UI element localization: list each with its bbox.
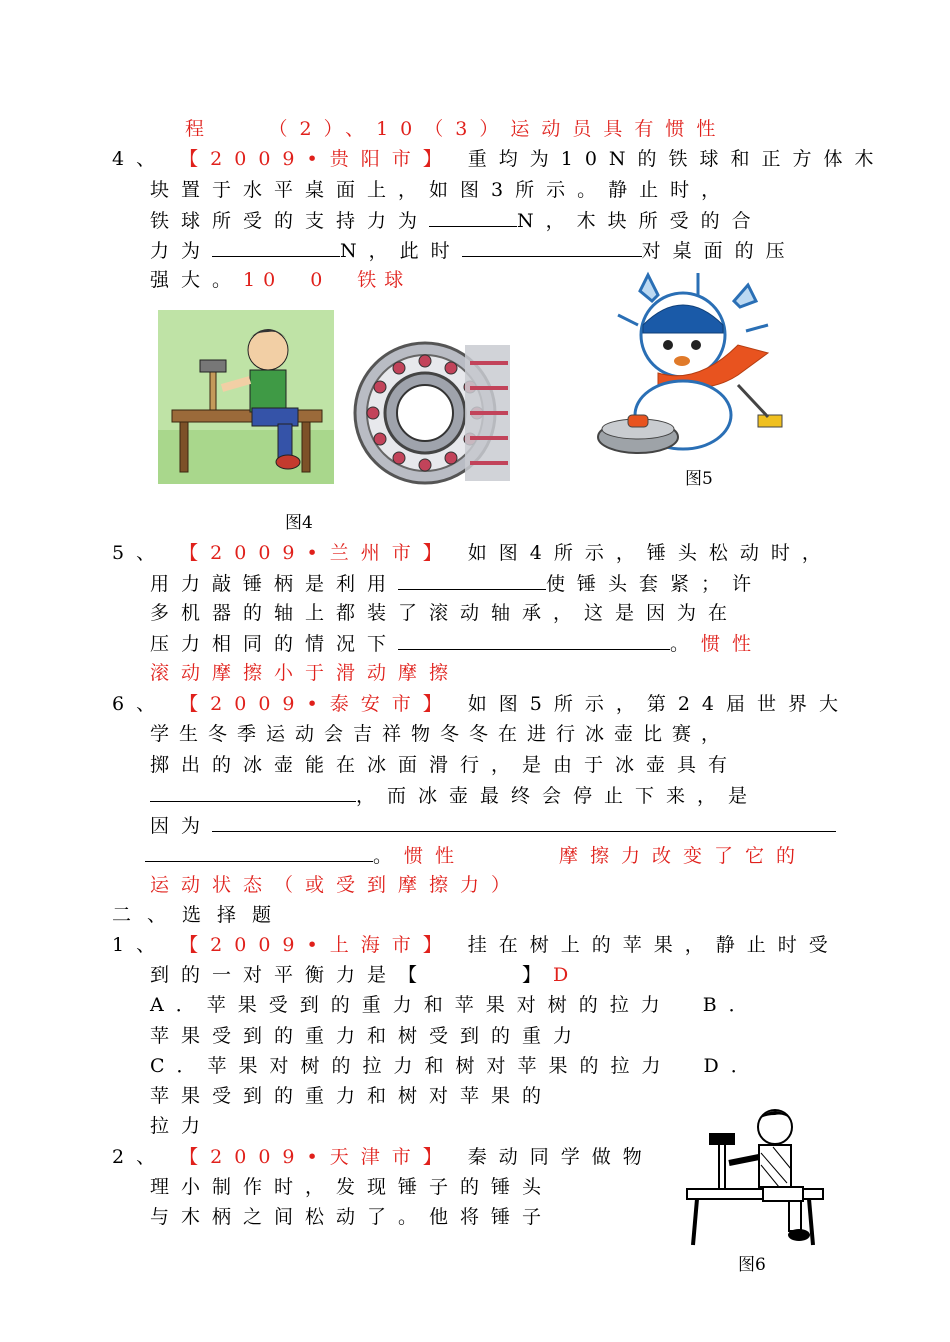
- q5-number: 5、: [112, 542, 168, 564]
- q4-text-c2: N，木块所受的合: [517, 210, 763, 232]
- c1-option-a: [150, 993, 760, 1017]
- q5-line-2: [150, 571, 763, 596]
- c2-source: 【2009•天津市】: [179, 1146, 454, 1168]
- c1-source: 【2009•上海市】: [179, 934, 454, 956]
- c1-option-d-text-2: 拉力: [150, 1115, 213, 1137]
- q6-number: 6、: [112, 693, 168, 715]
- figure-6-caption: 图6: [738, 1255, 766, 1275]
- c1-line-1: [112, 933, 840, 957]
- q5-text-b2: 使锤头套紧；许: [546, 573, 764, 595]
- c2-line-3: [150, 1205, 553, 1229]
- q4-text-e: 强大。: [150, 269, 244, 291]
- figure-4-bearing: [350, 333, 510, 493]
- c2-line-1: [112, 1145, 654, 1169]
- q6-answer-1: 惯性 摩擦力改变了它的: [404, 845, 808, 867]
- q6-line-6: [145, 843, 807, 868]
- c1-option-b: [150, 1024, 584, 1048]
- q6-text-c: 掷出的冰壶能在冰面滑行，是由于冰壶具有: [150, 754, 740, 776]
- q4-text-b: 块置于水平桌面上，如图3所示。静止时，: [150, 179, 733, 201]
- q4-number: 4、: [112, 148, 168, 170]
- c2-number: 2、: [112, 1146, 168, 1168]
- section-2-heading: [112, 903, 287, 927]
- q6-line-4: [150, 783, 759, 808]
- c2-text-a: 秦动同学做物: [467, 1146, 654, 1168]
- c1-option-c: [150, 1054, 762, 1078]
- q6-answer-2: 运动状态（或受到摩擦力）: [150, 874, 523, 896]
- q6-text-a: 如图5所示，第24届世界大: [467, 693, 851, 715]
- q5-text-d2: 。: [670, 633, 702, 655]
- c1-option-a-text: A．苹果受到的重力和苹果对树的拉力 B．: [150, 994, 760, 1016]
- figure-6-hammer-man-bw: [683, 1103, 828, 1248]
- c1-text-a: 挂在树上的苹果，静止时受: [467, 934, 840, 956]
- q6-text-e: 因为: [150, 815, 213, 837]
- q6-line-5: [150, 813, 836, 838]
- q5-line-4: [150, 631, 763, 656]
- figure-4-caption: 图4: [285, 513, 313, 533]
- q5-answer-1: 惯性: [701, 633, 764, 655]
- q4-line-4: [150, 238, 797, 263]
- q4-blank-2[interactable]: [212, 238, 340, 257]
- q4-line-5: [150, 268, 411, 292]
- q6-text-f: 。: [373, 845, 405, 867]
- q6-line-1: [112, 692, 850, 716]
- c1-option-d-cont: [150, 1114, 212, 1138]
- q4-line-2: [150, 178, 732, 202]
- c1-number: 1、: [112, 934, 168, 956]
- q6-blank-3[interactable]: [145, 843, 373, 862]
- c1-option-d-text: 苹果受到的重力和树对苹果的: [150, 1085, 554, 1107]
- answer-text: 程 （2）、10（3）运动员具有惯性: [185, 118, 728, 140]
- q5-blank-2[interactable]: [398, 631, 670, 650]
- q4-blank-3[interactable]: [462, 238, 642, 257]
- q5-line-3: [150, 601, 739, 625]
- q6-blank-1[interactable]: [150, 783, 356, 802]
- figure-5-mascot: [588, 265, 788, 465]
- q5-text-d1: 压力相同的情况下: [150, 633, 399, 655]
- q5-answer-2: 滚动摩擦小于滑动摩擦: [150, 662, 461, 684]
- q6-line-7: [150, 873, 522, 897]
- figure-5-caption: 图5: [685, 469, 713, 489]
- q4-text-c1: 铁球所受的支持力为: [150, 210, 430, 232]
- q4-line-1: [112, 147, 886, 171]
- c2-line-2: [150, 1175, 553, 1199]
- q4-text-a: 重均为10N的铁球和正方体木: [467, 148, 886, 170]
- c1-option-b-text: 苹果受到的重力和树受到的重力: [150, 1025, 585, 1047]
- figure-4-hammer-man: [158, 310, 334, 484]
- q6-text-b: 学生冬季运动会吉祥物冬冬在进行冰壶比赛，: [150, 723, 731, 745]
- c1-option-d: [150, 1084, 553, 1108]
- q6-line-3: [150, 753, 739, 777]
- q5-text-c: 多机器的轴上都装了滚动轴承，这是因为在: [150, 602, 740, 624]
- q4-blank-1[interactable]: [429, 208, 517, 227]
- c1-option-c-text: C．苹果对树的拉力和树对苹果的拉力 D．: [150, 1055, 762, 1077]
- q5-text-b1: 用力敲锤柄是利用: [150, 573, 399, 595]
- section-2-title: 二、选择题: [112, 904, 288, 926]
- q5-line-1: [112, 541, 833, 565]
- q4-answer: 10 0 铁球: [243, 269, 412, 291]
- q4-text-d1: 力为: [150, 240, 213, 262]
- q4-text-d3: 对桌面的压: [641, 240, 797, 262]
- q4-text-d2: N，此时: [340, 240, 462, 262]
- c1-line-2: [150, 963, 580, 987]
- c1-answer: D: [553, 964, 581, 986]
- q6-blank-2[interactable]: [212, 813, 836, 832]
- answer-line-prev: [185, 117, 727, 141]
- q6-source: 【2009•泰安市】: [179, 693, 454, 715]
- q5-text-a: 如图4所示，锤头松动时，: [467, 542, 833, 564]
- q6-line-2: [150, 722, 730, 746]
- q5-source: 【2009•兰州市】: [179, 542, 454, 564]
- q4-source: 【2009•贵阳市】: [179, 148, 454, 170]
- c2-text-c: 与木柄之间松动了。他将锤子: [150, 1206, 554, 1228]
- q6-text-d: ，而冰壶最终会停止下来，是: [356, 785, 760, 807]
- c2-text-b: 理小制作时，发现锤子的锤头: [150, 1176, 554, 1198]
- q5-line-5: [150, 661, 460, 685]
- q4-line-3: [150, 208, 763, 233]
- q5-blank-1[interactable]: [398, 571, 546, 590]
- c1-text-b: 到的一对平衡力是【 】: [150, 964, 554, 986]
